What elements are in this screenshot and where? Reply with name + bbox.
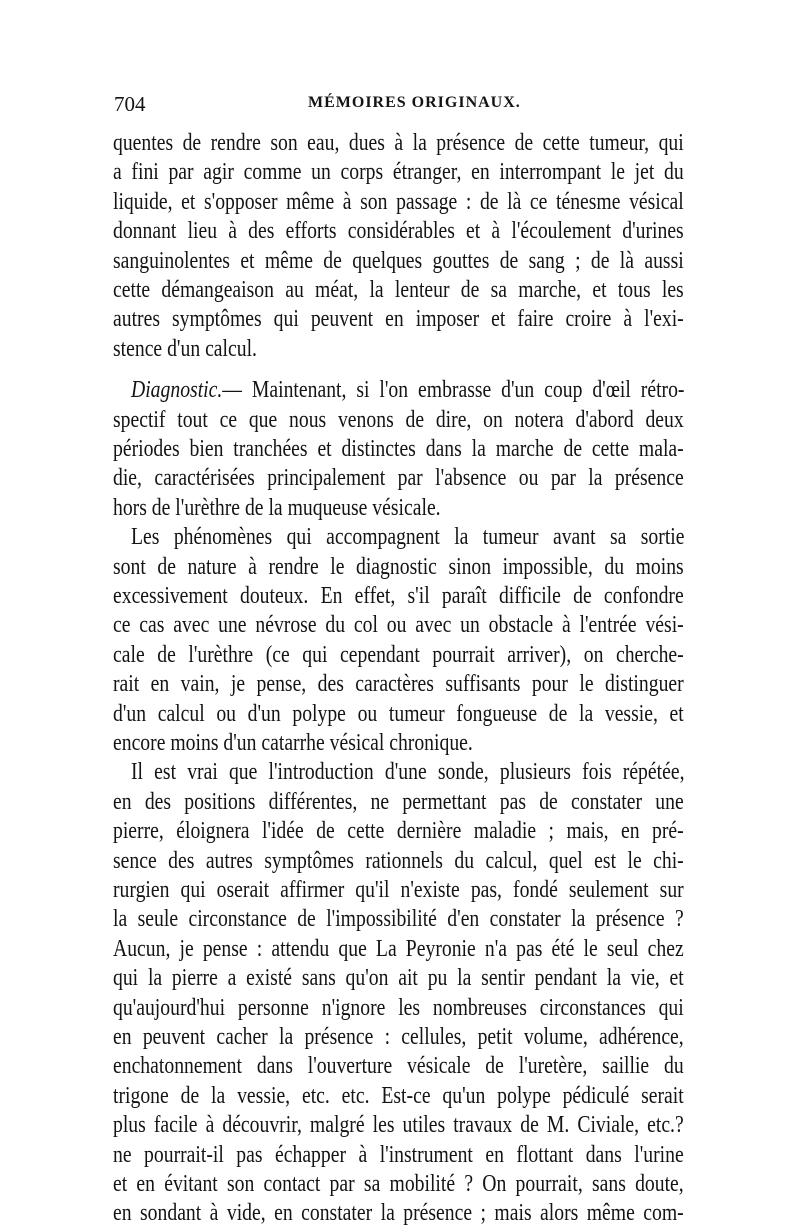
text-line: rait en vain, je pense, des caractères suffisants pour le distinguer <box>113 671 684 697</box>
running-head <box>114 92 686 122</box>
text-line: périodes bien tranchées et distinctes dans la marche de cette mala- <box>113 436 684 462</box>
text-line: die, caractérisées principalement par l'absence ou par la présence <box>113 465 684 491</box>
text-line: sont de nature à rendre le diagnostic sinon impossible, du moins <box>113 554 684 580</box>
text-line: quentes de rendre son eau, dues à la présence de cette tumeur, qui <box>113 130 684 156</box>
text-line: autres symptômes qui peuvent en imposer et faire croire à l'exi- <box>113 306 684 332</box>
text-line: qu'aujourd'hui personne n'ignore les nombreuses circonstances qui <box>113 995 684 1021</box>
text-line: en peuvent cacher la présence : cellules, petit volume, adhérence, <box>113 1024 684 1050</box>
text-line: et en évitant son contact par sa mobilité ? On pourrait, sans doute, <box>113 1171 684 1197</box>
text-line: liquide, et s'opposer même à son passage : de là ce ténesme vésical <box>113 189 684 215</box>
page-number: 704 <box>114 92 146 116</box>
text-line: enchatonnement dans l'ouverture vésicale de l'uretère, saillie du <box>113 1053 684 1079</box>
text-line: en des positions différentes, ne permettant pas de constater une <box>113 789 684 815</box>
text-line: trigone de la vessie, etc. etc. Est-ce qu'un polype pédiculé serait <box>113 1083 684 1109</box>
text-line: excessivement douteux. En effet, s'il paraît difficile de confondre <box>113 583 684 609</box>
text-line: qui la pierre a existé sans qu'on ait pu la sentir pendant la vie, et <box>113 965 684 991</box>
text-line: cale de l'urèthre (ce qui cependant pourrait arriver), on cherche- <box>113 642 684 668</box>
section-heading-diagnostic: Diagnostic. <box>131 377 223 403</box>
text-line: ne pourrait-il pas échapper à l'instrument en flottant dans l'urine <box>113 1142 684 1168</box>
text-line: sanguinolentes et même de quelques gouttes de sang ; de là aussi <box>113 248 684 274</box>
text-fragment: — Maintenant, si l'on embrasse d'un coup d'œil rétro- <box>222 377 685 403</box>
text-line: ce cas avec une névrose du col ou avec un obstacle à l'entrée vési- <box>113 612 684 638</box>
running-title: MÉMOIRES ORIGINAUX. <box>308 94 521 111</box>
text-line: d'un calcul ou d'un polype ou tumeur fongueuse de la vessie, et <box>113 701 684 727</box>
text-line: Il est vrai que l'introduction d'une sonde, plusieurs fois répétée, <box>131 759 685 785</box>
text-line: rurgien qui oserait affirmer qu'il n'existe pas, fondé seulement sur <box>113 877 684 903</box>
text-line: la seule circonstance de l'impossibilité d'en constater la présence ? <box>113 906 684 932</box>
text-line: spectif tout ce que nous venons de dire, on notera d'abord deux <box>113 407 684 433</box>
text-line: sence des autres symptômes rationnels du calcul, quel est le chi- <box>113 848 684 874</box>
text-line: Aucun, je pense : attendu que La Peyronie n'a pas été le seul chez <box>113 936 684 962</box>
text-line: pierre, éloignera l'idée de cette dernière maladie ; mais, en pré- <box>113 818 684 844</box>
text-line: encore moins d'un catarrhe vésical chronique. <box>113 730 473 756</box>
text-line: stence d'un calcul. <box>113 336 257 362</box>
text-line: en sondant à vide, en constater la présence ; mais alors même com- <box>113 1200 684 1226</box>
text-line: a fini par agir comme un corps étranger, en interrompant le jet du <box>113 159 684 185</box>
text-line: hors de l'urèthre de la muqueuse vésicale. <box>113 495 441 521</box>
text-line <box>131 375 685 405</box>
text-line: donnant lieu à des efforts considérables et à l'écoulement d'urines <box>113 218 684 244</box>
text-line: cette démangeaison au méat, la lenteur de sa marche, et tous les <box>113 277 684 303</box>
text-line: Les phénomènes qui accompagnent la tumeur avant sa sortie <box>131 524 685 550</box>
text-line: plus facile à découvrir, malgré les utiles travaux de M. Civiale, etc.? <box>113 1112 684 1138</box>
